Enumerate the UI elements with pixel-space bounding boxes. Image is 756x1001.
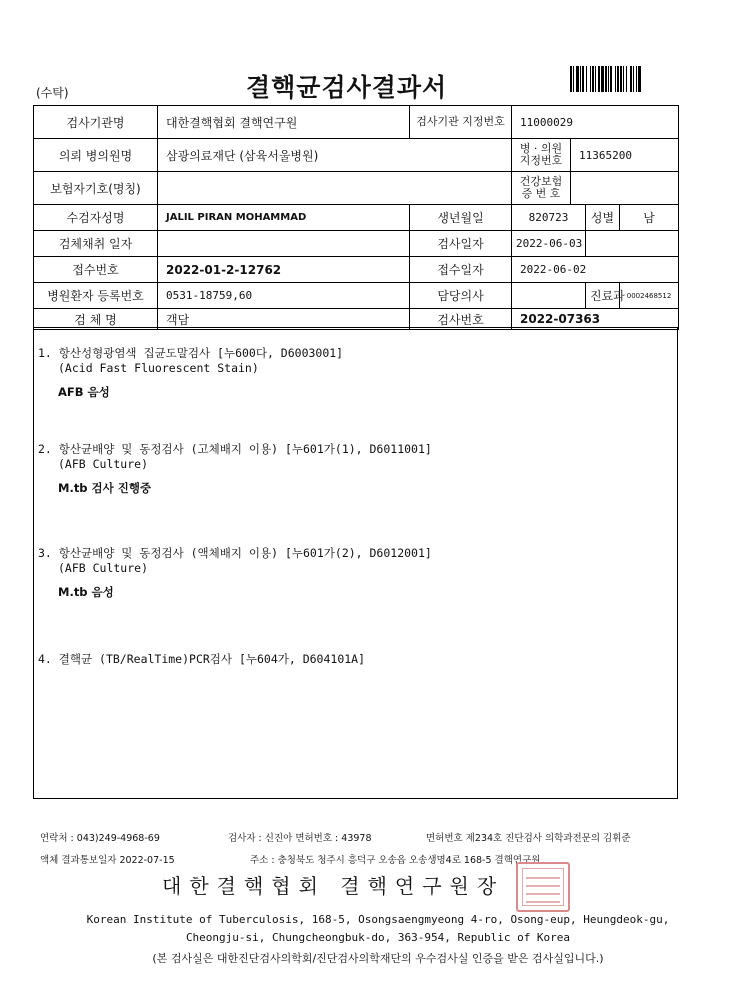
address-en-line-1: Korean Institute of Tuberculosis, 168-5, Osongsaengmyeong 4-ro, Osong-eup, Heungdeok-gu, [86, 913, 670, 926]
hospital-label: 의뢰 병의원명 [34, 139, 158, 172]
test-date-value: 2022-06-03 [512, 231, 586, 257]
test-english-name: (Acid Fast Fluorescent Stain) [58, 361, 259, 375]
receipt-date-value: 2022-06-02 [512, 257, 679, 283]
test-no-value: 2022-07363 [512, 309, 679, 330]
address-kr: 주소 : 충청북도 청주시 흥덕구 오송읍 오송생명4로 168-5 결핵연구원 [250, 855, 541, 866]
contact: 연락처 : 043)249-4968-69 [40, 833, 160, 844]
report-date: 액체 결과통보일자 2022-07-15 [40, 855, 175, 866]
institute-name-kr: 대한결핵협회 결핵연구원장 [162, 874, 505, 898]
test-result: AFB 음성 [58, 385, 110, 399]
inspector: 검사자 : 신진아 면허번호 : 43978 [228, 833, 372, 844]
specimen-label: 검 체 명 [34, 309, 158, 330]
sex-value: 남 [620, 205, 679, 231]
certification-note: (본 검사실은 대한진단검사의학회/진단검사의학재단의 우수검사실 인증을 받은 검사실입니다.) [152, 952, 604, 965]
hospital-no-value: 11365200 [571, 139, 679, 172]
test-name: 1. 항산성형광염색 집균도말검사 [누600다, D6003001] [38, 346, 344, 360]
sex-label: 성별 [586, 205, 620, 231]
official-seal [516, 862, 570, 912]
reg-no-label: 병원환자 등록번호 [34, 283, 158, 309]
document-title: 결핵균검사결과서 [246, 73, 448, 102]
barcode [568, 66, 672, 94]
test-item-3 [38, 546, 432, 600]
patient-info-table [33, 105, 679, 330]
insurance-value [158, 172, 512, 205]
test-name: 4. 결핵균 (TB/RealTime)PCR검사 [누604가, D604101A] [38, 652, 366, 666]
hospital-value: 삼광의료재단 (삼육서울병원) [158, 139, 512, 172]
lab-name-label: 검사기관명 [34, 106, 158, 139]
test-english-name: (AFB Culture) [58, 457, 149, 471]
specimen-value: 객담 [158, 309, 410, 330]
dept-label: 진료과 [586, 283, 620, 309]
collect-date-value [158, 231, 410, 257]
collect-date-label: 검체채취 일자 [34, 231, 158, 257]
receipt-date-label: 접수일자 [410, 257, 512, 283]
lab-name-value: 대한결핵협회 결핵연구원 [158, 106, 410, 139]
test-result: M.tb 검사 진행중 [58, 481, 152, 495]
dept-value: 0002468512 [620, 283, 679, 309]
results-box [33, 327, 678, 799]
health-no-value [571, 172, 679, 205]
health-no-label: 건강보험 증 번 호 [512, 172, 571, 205]
patient-label: 수검자성명 [34, 205, 158, 231]
birth-label: 생년월일 [410, 205, 512, 231]
test-item-4 [38, 652, 365, 667]
test-english-name: (AFB Culture) [58, 561, 149, 575]
doctor-value [512, 283, 586, 309]
test-item-1 [38, 346, 343, 400]
reg-no-value: 0531-18759,60 [158, 283, 410, 309]
patient-value: JALIL PIRAN MOHAMMAD [158, 205, 410, 231]
test-date-label: 검사일자 [410, 231, 512, 257]
outsourced-label: (수탁) [36, 86, 69, 100]
test-name: 2. 항산균배양 및 동정검사 (고체배지 이용) [누601가(1), D6011001] [38, 442, 432, 456]
receipt-no-label: 접수번호 [34, 257, 158, 283]
birth-value: 820723 [512, 205, 586, 231]
test-item-2 [38, 442, 432, 496]
specialist: 면허번호 제234호 진단검사 의학과전문의 김휘준 [426, 833, 631, 844]
address-en-line-2: Cheongju-si, Chungcheongbuk-do, 363-954, Republic of Korea [185, 931, 571, 944]
lab-no-value: 11000029 [512, 106, 679, 139]
receipt-no-value: 2022-01-2-12762 [158, 257, 410, 283]
hospital-no-label: 병 · 의원 지정번호 [512, 139, 571, 172]
test-result: M.tb 음성 [58, 585, 114, 599]
test-no-label: 검사번호 [410, 309, 512, 330]
insurance-label: 보험자기호(명칭) [34, 172, 158, 205]
test-name: 3. 항산균배양 및 동정검사 (액체배지 이용) [누601가(2), D6012001] [38, 546, 432, 560]
lab-no-label: 검사기관 지정번호 [410, 106, 512, 139]
doctor-label: 담당의사 [410, 283, 512, 309]
